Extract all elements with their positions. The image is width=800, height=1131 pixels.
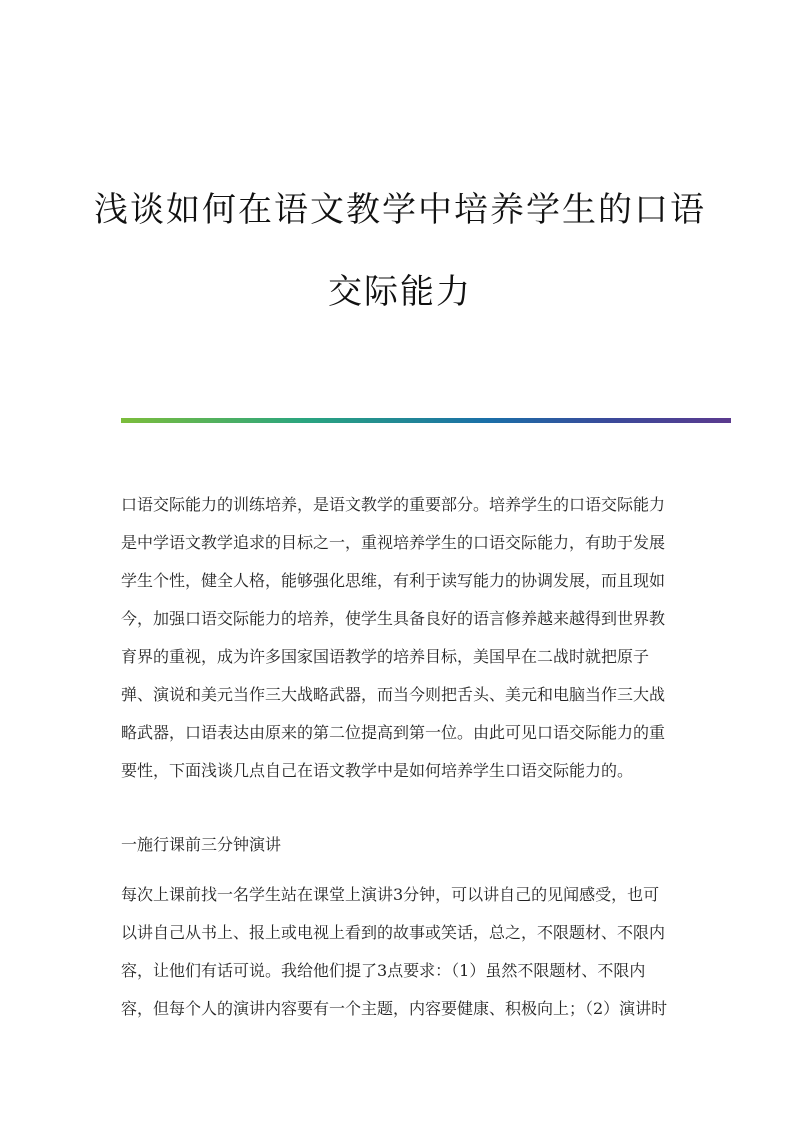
paragraph-line: 弹、演说和美元当作三大战略武器，而当今则把舌头、美元和电脑当作三大战 xyxy=(121,685,666,704)
paragraph-line: 要性，下面浅谈几点自己在语文教学中是如何培养学生口语交际能力的。 xyxy=(121,761,634,780)
paragraph-line: 每次上课前找一名学生站在课堂上演讲3分钟，可以讲自己的见闻感受，也可 xyxy=(121,885,660,904)
paragraph-line: 容，但每个人的演讲内容要有一个主题，内容要健康、积极向上；（2）演讲时 xyxy=(121,999,668,1018)
paragraph-line: 育界的重视，成为许多国家国语教学的培养目标，美国早在二战时就把原子 xyxy=(121,647,650,666)
paragraph-line: 略武器，口语表达由原来的第二位提高到第一位。由此可见口语交际能力的重 xyxy=(121,723,666,742)
paragraph-intro xyxy=(121,486,681,790)
title-divider xyxy=(121,418,731,423)
paragraph-line: 今，加强口语交际能力的培养，使学生具备良好的语言修养越来越得到世界教 xyxy=(121,609,666,628)
section-heading-text: 一施行课前三分钟演讲 xyxy=(121,835,282,854)
paragraph-line: 容，让他们有话可说。我给他们提了3点要求：（1）虽然不限题材、不限内 xyxy=(121,961,646,980)
paragraph-line: 是中学语文教学追求的目标之一，重视培养学生的口语交际能力，有助于发展 xyxy=(121,533,666,552)
paragraph-speech xyxy=(121,876,681,1028)
section-heading xyxy=(121,826,681,864)
document-title-line-1: 浅谈如何在语文教学中培养学生的口语 xyxy=(94,190,706,230)
paragraph-line: 以讲自己从书上、报上或电视上看到的故事或笑话，总之，不限题材、不限内 xyxy=(121,923,666,942)
paragraph-line: 学生个性，健全人格，能够强化思维，有利于读写能力的协调发展，而且现如 xyxy=(121,571,666,590)
document-title-line-2: 交际能力 xyxy=(328,272,472,312)
paragraph-line: 口语交际能力的训练培养，是语文教学的重要部分。培养学生的口语交际能力 xyxy=(121,495,666,514)
